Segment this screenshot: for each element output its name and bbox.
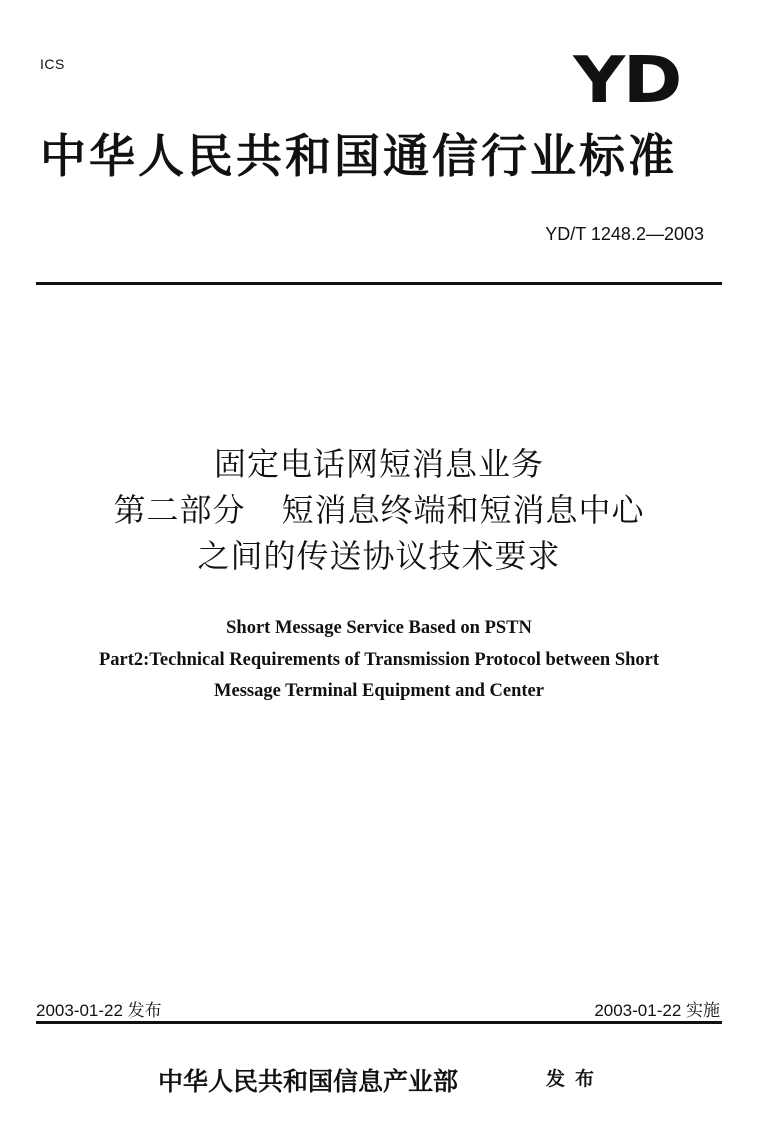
bottom-divider xyxy=(36,1021,722,1024)
standard-category-title: 中华人民共和国通信行业标准 xyxy=(40,129,677,183)
publish-date: 2003-01-22 发布 xyxy=(36,1001,162,1020)
issuer-action: 发布 xyxy=(546,1068,605,1090)
implement-date: 2003-01-22 实施 xyxy=(594,1001,720,1020)
chinese-title-line-3: 之间的传送协议技术要求 xyxy=(197,537,561,575)
english-title-line-2: Part2:Technical Requirements of Transmission Protocol between Short xyxy=(98,649,660,670)
standard-number: YD/T 1248.2—2003 xyxy=(545,224,704,244)
english-title xyxy=(0,613,758,708)
chinese-title-part-name: 短消息终端和短消息中心 xyxy=(281,491,645,529)
english-title-line-3: Message Terminal Equipment and Center xyxy=(214,681,544,701)
top-divider xyxy=(36,282,722,285)
yd-logo: YD xyxy=(573,44,681,118)
chinese-title-part-label: 第二部分 xyxy=(113,491,246,529)
issuer-name: 中华人民共和国信息产业部 xyxy=(158,1067,459,1096)
ics-label: ICS xyxy=(40,56,65,72)
chinese-title-line-1: 固定电话网短消息业务 xyxy=(213,445,544,483)
chinese-title xyxy=(0,441,758,579)
english-title-line-1: Short Message Service Based on PSTN xyxy=(226,618,532,638)
chinese-title-line-2 xyxy=(0,487,758,533)
